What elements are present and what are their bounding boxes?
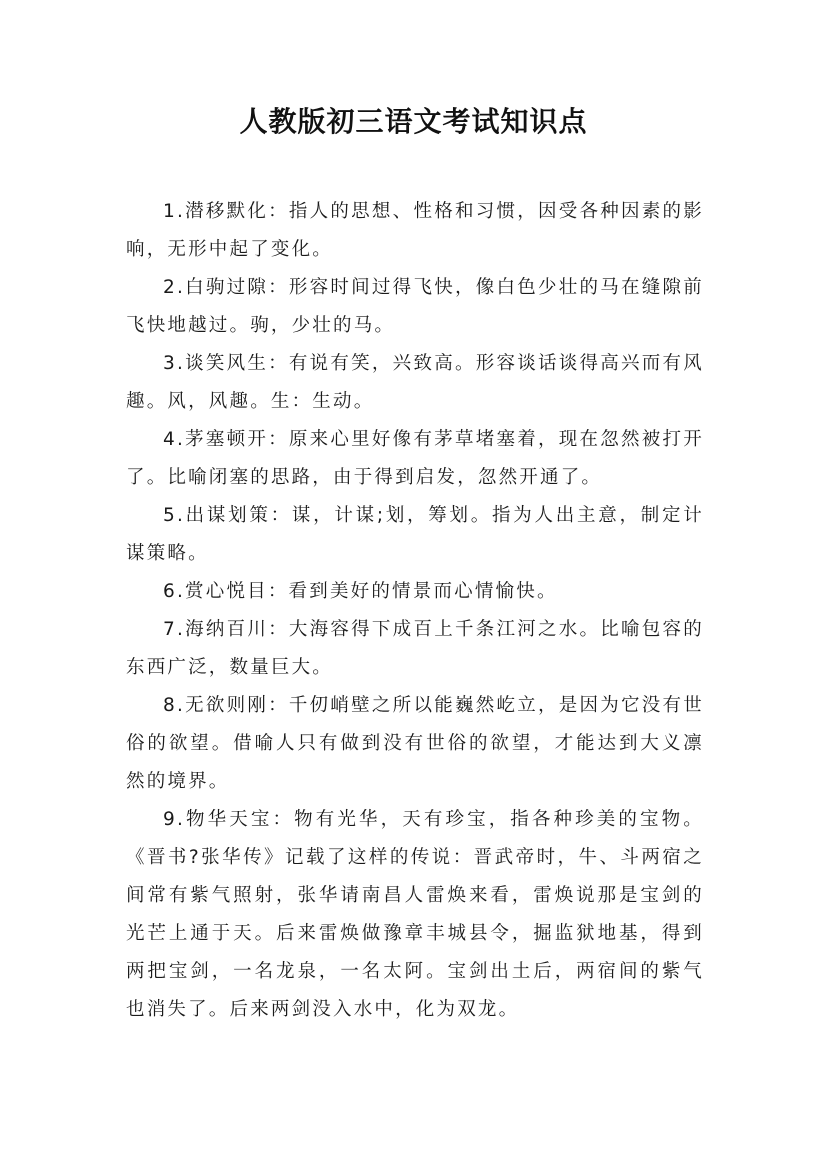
paragraph-6: 6.赏心悦目：看到美好的情景而心情愉快。 (163, 581, 558, 602)
paragraph-7: 7.海纳百川：大海容得下成百上千条江河之水。比喻包容的东西广泛，数量巨大。 (126, 619, 704, 678)
paragraph-3: 3.谈笑风生：有说有笑，兴致高。形容谈话谈得高兴而有风趣。风，风趣。生：生动。 (126, 353, 704, 412)
paragraph-4: 4.茅塞顿开：原来心里好像有茅草堵塞着，现在忽然被打开了。比喻闭塞的思路，由于得到启发，忽然开通了。 (126, 429, 704, 488)
document-title: 人教版初三语文考试知识点 (239, 105, 588, 138)
paragraph-8: 8.无欲则刚：千仞峭壁之所以能巍然屹立，是因为它没有世俗的欲望。借喻人只有做到没有世俗的欲望，才能达到大义凛然的境界。 (126, 695, 704, 792)
paragraph-9: 9.物华天宝：物有光华，天有珍宝，指各种珍美的宝物。《晋书?张华传》记载了这样的传说：晋武帝时，牛、斗两宿之间常有紫气照射，张华请南昌人雷焕来看，雷焕说那是宝剑的光芒上通于天。后来雷焕做豫章丰城县令，掘监狱地基，得到两把宝剑，一名龙泉，一名太阿。宝剑出土后，两宿间的紫气也消失了。后来两剑没入水中，化为双龙。 (126, 809, 704, 1020)
paragraph-1: 1.潜移默化：指人的思想、性格和习惯，因受各种因素的影响，无形中起了变化。 (126, 201, 704, 260)
paragraph-2: 2.白驹过隙：形容时间过得飞快，像白色少壮的马在缝隙前飞快地越过。驹，少壮的马。 (126, 277, 704, 336)
document-body (126, 193, 704, 1029)
paragraph-5: 5.出谋划策：谋，计谋;划，筹划。指为人出主意，制定计谋策略。 (126, 505, 704, 564)
